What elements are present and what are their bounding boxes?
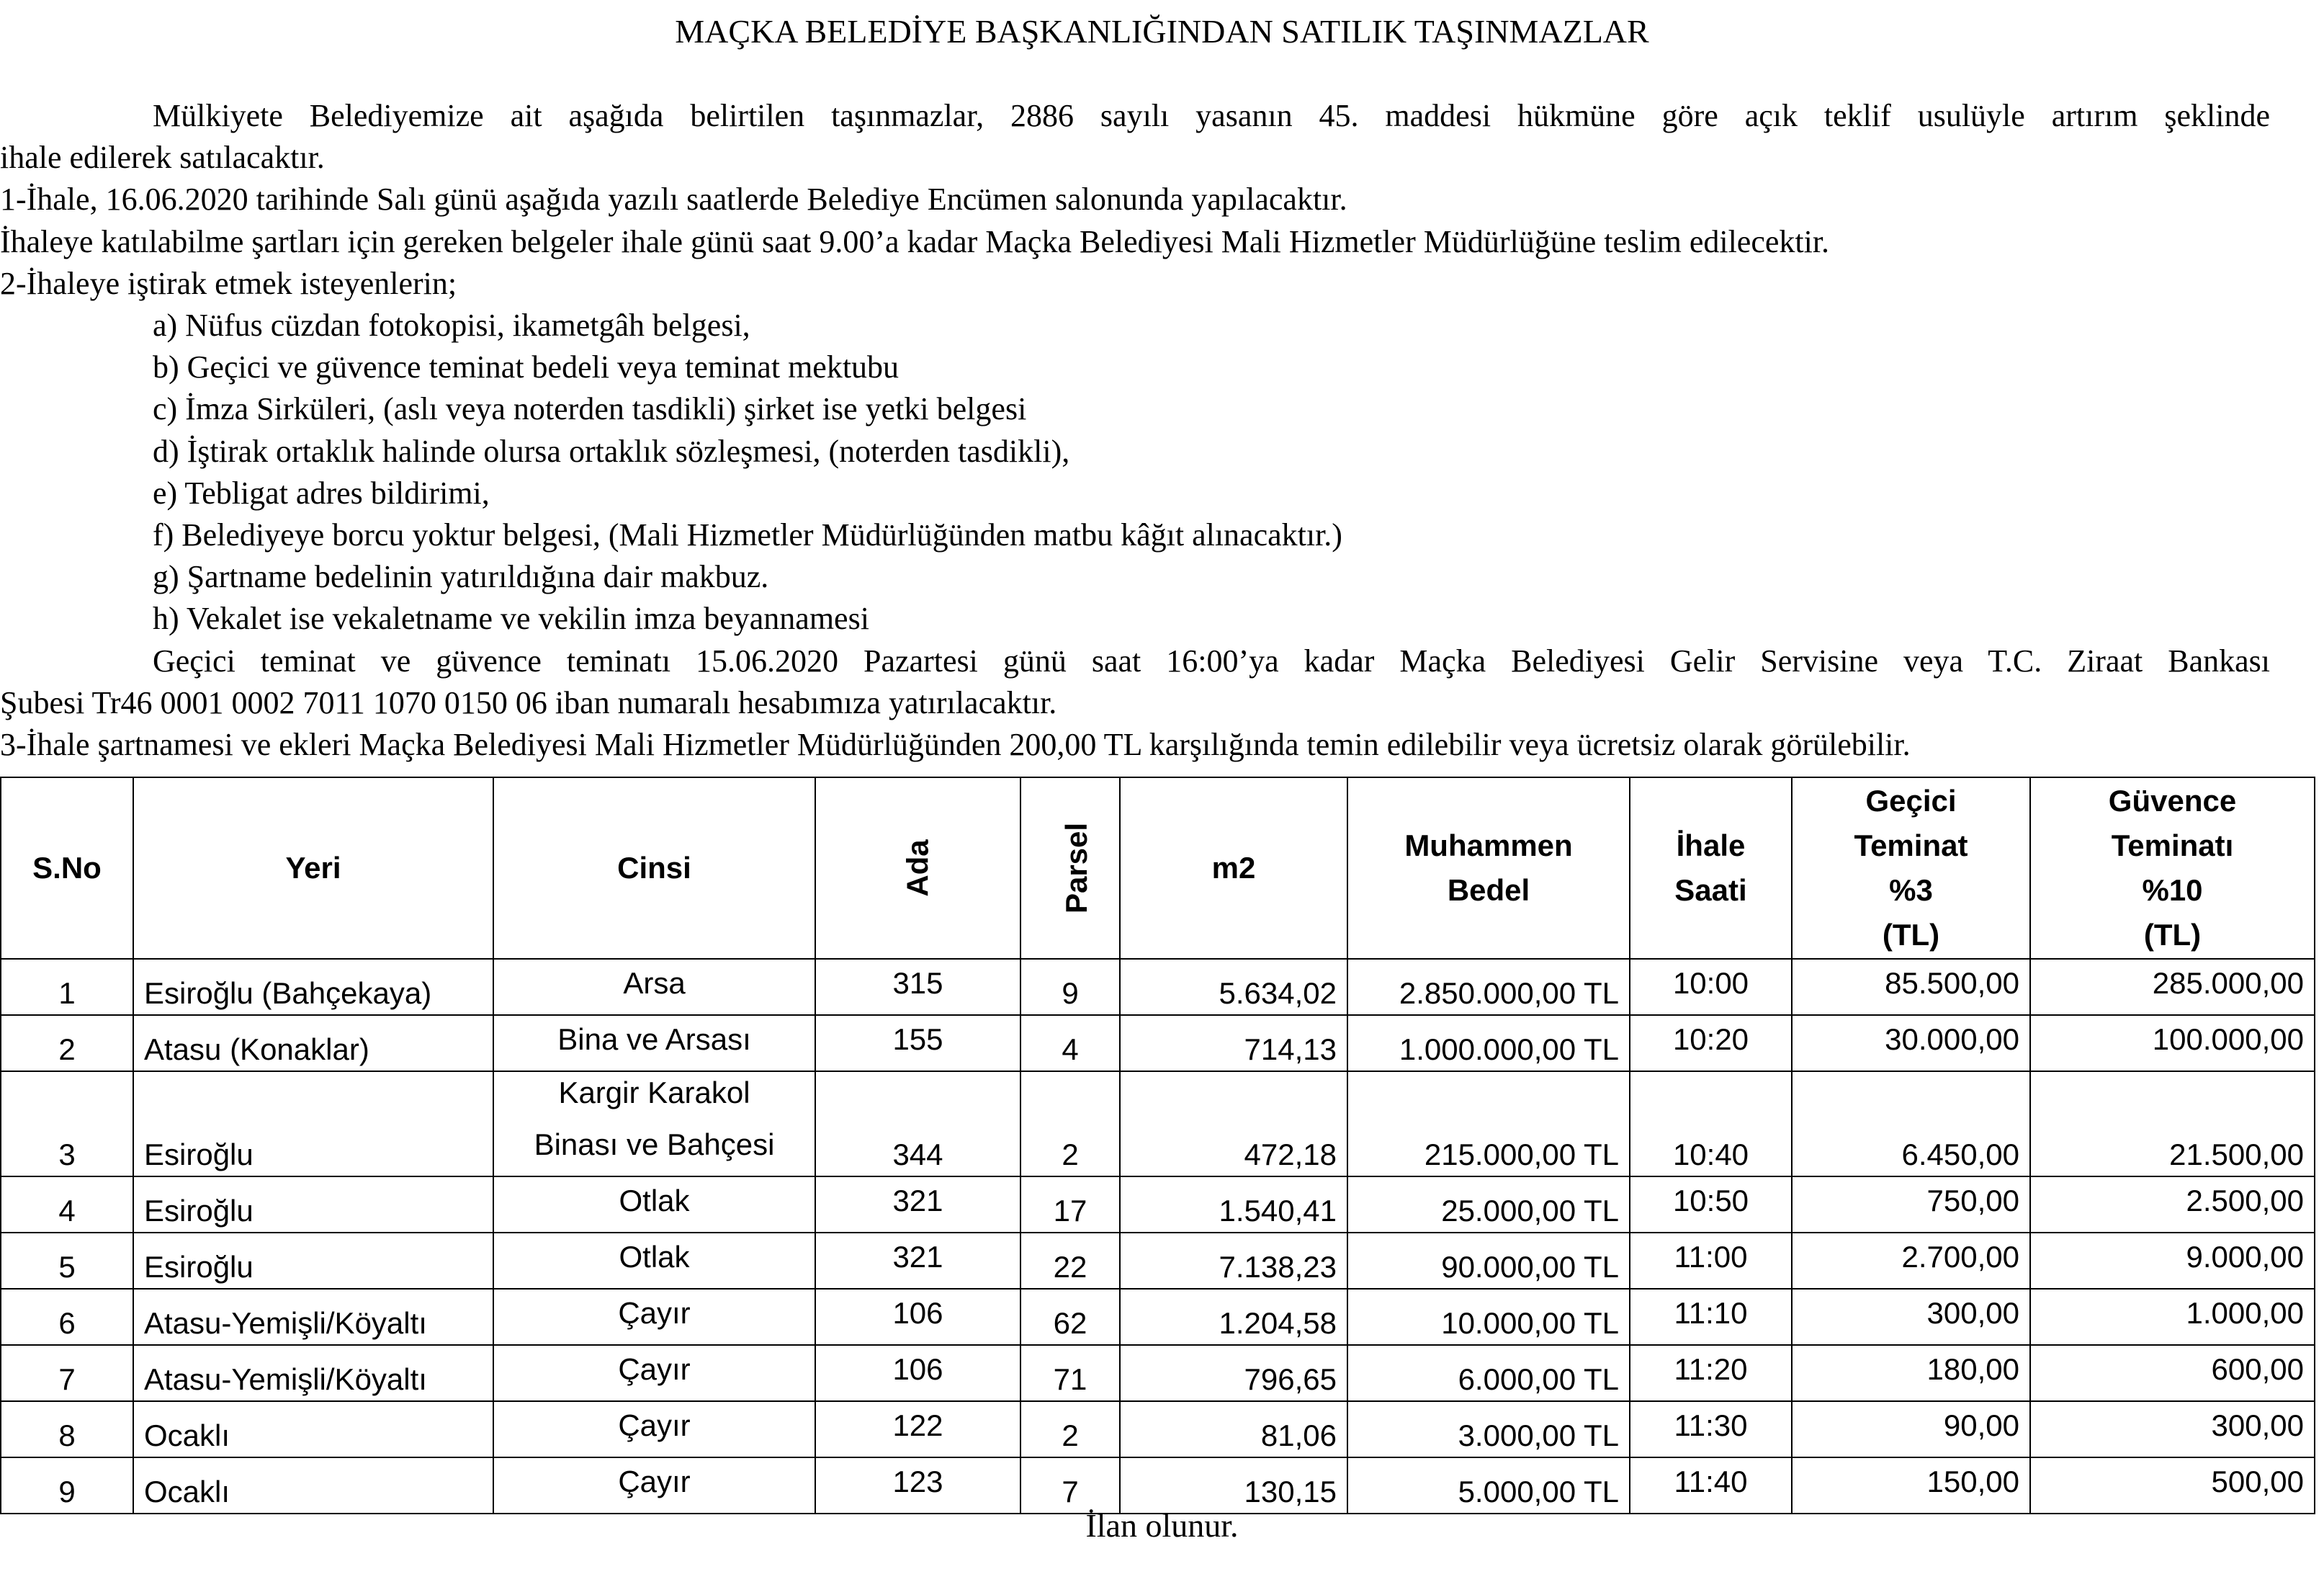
cell-cinsi: Çayır xyxy=(493,1289,815,1345)
cell-gecici-teminat: 30.000,00 xyxy=(1792,1015,2030,1071)
cell-ihale-saati: 11:20 xyxy=(1630,1345,1792,1401)
document-title: MAÇKA BELEDİYE BAŞKANLIĞINDAN SATILIK TAŞINMAZLAR xyxy=(675,13,1649,50)
table-row xyxy=(1,1015,2315,1071)
cell-m2: 1.204,58 xyxy=(1120,1289,1347,1345)
cell-ada: 155 xyxy=(815,1015,1020,1071)
cell-cinsi: Otlak xyxy=(493,1233,815,1289)
header-guvence-teminati xyxy=(2030,777,2315,959)
cell-gecici-teminat: 750,00 xyxy=(1792,1176,2030,1233)
header-gecici-line: %3 xyxy=(1889,873,1933,907)
requirement-item: f) Belediyeye borcu yoktur belgesi, (Mali Hizmetler Müdürlüğünden matbu kâğıt alınacaktır.) xyxy=(153,517,1342,553)
cell-gecici-teminat: 150,00 xyxy=(1792,1457,2030,1514)
requirements-list xyxy=(0,305,2270,640)
cell-yeri: Esiroğlu xyxy=(133,1176,493,1233)
cell-cinsi: Çayır xyxy=(493,1345,815,1401)
cell-gecici-teminat: 180,00 xyxy=(1792,1345,2030,1401)
cell-ihale-saati: 10:00 xyxy=(1630,959,1792,1015)
cell-m2: 472,18 xyxy=(1120,1071,1347,1176)
cell-ada: 123 xyxy=(815,1457,1020,1514)
cell-m2: 81,06 xyxy=(1120,1401,1347,1457)
cell-muhammen-bedel: 10.000,00 TL xyxy=(1347,1289,1630,1345)
cell-yeri: Ocaklı xyxy=(133,1401,493,1457)
requirement-item: e) Tebligat adres bildirimi, xyxy=(153,475,490,511)
cell-guvence-teminati: 21.500,00 xyxy=(2030,1071,2315,1176)
cell-m2: 130,15 xyxy=(1120,1457,1347,1514)
paragraph-requirements-heading: 2-İhaleye iştirak etmek isteyenlerin; xyxy=(0,265,457,301)
paragraph-ihale-date: 1-İhale, 16.06.2020 tarihinde Salı günü aşağıda yazılı saatlerde Belediye Encümen salonunda yapılacaktır. xyxy=(0,182,1347,218)
requirement-item: c) İmza Sirküleri, (aslı veya noterden tasdikli) şirket ise yetki belgesi xyxy=(153,391,1027,427)
cell-gecici-teminat: 300,00 xyxy=(1792,1289,2030,1345)
cell-sno: 5 xyxy=(1,1233,133,1289)
cell-sno: 9 xyxy=(1,1457,133,1514)
header-bedel-line: Bedel xyxy=(1447,873,1530,907)
cell-parsel: 2 xyxy=(1020,1401,1120,1457)
cell-ihale-saati: 11:40 xyxy=(1630,1457,1792,1514)
cell-m2: 5.634,02 xyxy=(1120,959,1347,1015)
cell-ada: 122 xyxy=(815,1401,1020,1457)
paragraph-intro-line1: Mülkiyete Belediyemize ait aşağıda belirtilen taşınmazlar, 2886 sayılı yasanın 45. maddesi hükmüne göre açık teklif usulüyle artırım şeklinde xyxy=(153,98,2270,133)
cell-ada: 106 xyxy=(815,1289,1020,1345)
cell-gecici-teminat: 2.700,00 xyxy=(1792,1233,2030,1289)
paragraph-intro-line2: ihale edilerek satılacaktır. xyxy=(0,140,325,176)
cell-muhammen-bedel: 90.000,00 TL xyxy=(1347,1233,1630,1289)
cell-sno: 4 xyxy=(1,1176,133,1233)
header-ada-label: Ada xyxy=(900,839,935,897)
cell-parsel: 22 xyxy=(1020,1233,1120,1289)
cell-cinsi: Çayır xyxy=(493,1401,815,1457)
requirement-item: d) İştirak ortaklık halinde olursa ortaklık sözleşmesi, (noterden tasdikli), xyxy=(153,433,1070,469)
paragraph-sartname: 3-İhale şartnamesi ve ekleri Maçka Belediyesi Mali Hizmetler Müdürlüğünden 200,00 TL karşılığında temin edilebilir veya ücretsiz olarak görülebilir. xyxy=(0,727,1911,763)
header-saat-line: İhale xyxy=(1676,828,1746,862)
table-row xyxy=(1,1401,2315,1457)
table-row xyxy=(1,1289,2315,1345)
cell-cinsi: Arsa xyxy=(493,959,815,1015)
header-gecici-teminat xyxy=(1792,777,2030,959)
table-header-row xyxy=(1,777,2315,959)
cell-guvence-teminati: 285.000,00 xyxy=(2030,959,2315,1015)
cell-ihale-saati: 10:50 xyxy=(1630,1176,1792,1233)
cell-parsel: 4 xyxy=(1020,1015,1120,1071)
paragraph-documents-deadline: İhaleye katılabilme şartları için gereken belgeler ihale günü saat 9.00’a kadar Maçka Belediyesi Mali Hizmetler Müdürlüğüne teslim edilecektir. xyxy=(0,223,1830,259)
cell-ada: 106 xyxy=(815,1345,1020,1401)
cell-guvence-teminati: 600,00 xyxy=(2030,1345,2315,1401)
cell-m2: 7.138,23 xyxy=(1120,1233,1347,1289)
header-parsel-label: Parsel xyxy=(1059,822,1094,914)
header-ihale-saati xyxy=(1630,777,1792,959)
cell-m2: 1.540,41 xyxy=(1120,1176,1347,1233)
header-muhammen-bedel xyxy=(1347,777,1630,959)
cell-guvence-teminati: 300,00 xyxy=(2030,1401,2315,1457)
cell-parsel: 7 xyxy=(1020,1457,1120,1514)
header-gecici-line: Teminat xyxy=(1854,828,1968,862)
cell-parsel: 2 xyxy=(1020,1071,1120,1176)
cell-muhammen-bedel: 215.000,00 TL xyxy=(1347,1071,1630,1176)
header-m2: m2 xyxy=(1120,777,1347,959)
table-row xyxy=(1,959,2315,1015)
cell-sno: 8 xyxy=(1,1401,133,1457)
table-row xyxy=(1,1233,2315,1289)
cell-gecici-teminat: 6.450,00 xyxy=(1792,1071,2030,1176)
footer-text: İlan olunur. xyxy=(1085,1507,1239,1544)
announcement-body xyxy=(0,95,2270,766)
header-guvence-line: (TL) xyxy=(2143,918,2202,952)
cell-ihale-saati: 10:20 xyxy=(1630,1015,1792,1071)
cell-sno: 3 xyxy=(1,1071,133,1176)
cell-guvence-teminati: 2.500,00 xyxy=(2030,1176,2315,1233)
cell-sno: 7 xyxy=(1,1345,133,1401)
cell-ada: 344 xyxy=(815,1071,1020,1176)
cell-ihale-saati: 11:10 xyxy=(1630,1289,1792,1345)
header-yeri: Yeri xyxy=(133,777,493,959)
requirement-item: g) Şartname bedelinin yatırıldığına dair makbuz. xyxy=(153,559,769,595)
cell-ada: 321 xyxy=(815,1233,1020,1289)
cell-guvence-teminati: 100.000,00 xyxy=(2030,1015,2315,1071)
cell-yeri: Esiroğlu xyxy=(133,1071,493,1176)
cell-muhammen-bedel: 2.850.000,00 TL xyxy=(1347,959,1630,1015)
cell-muhammen-bedel: 5.000,00 TL xyxy=(1347,1457,1630,1514)
header-bedel-line: Muhammen xyxy=(1404,828,1573,862)
cell-muhammen-bedel: 1.000.000,00 TL xyxy=(1347,1015,1630,1071)
header-cinsi: Cinsi xyxy=(493,777,815,959)
cell-gecici-teminat: 90,00 xyxy=(1792,1401,2030,1457)
header-gecici-line: Geçici xyxy=(1865,784,1957,818)
cell-cinsi: Çayır xyxy=(493,1457,815,1514)
cell-muhammen-bedel: 6.000,00 TL xyxy=(1347,1345,1630,1401)
cell-yeri: Ocaklı xyxy=(133,1457,493,1514)
cell-sno: 1 xyxy=(1,959,133,1015)
paragraph-teminat-line2: Şubesi Tr46 0001 0002 7011 1070 0150 06 iban numaralı hesabımıza yatırılacaktır. xyxy=(0,684,1057,720)
header-gecici-line: (TL) xyxy=(1882,918,1940,952)
cell-cinsi-line: Kargir Karakol xyxy=(558,1076,750,1109)
header-guvence-line: %10 xyxy=(2142,873,2203,907)
cell-ada: 321 xyxy=(815,1176,1020,1233)
cell-m2: 796,65 xyxy=(1120,1345,1347,1401)
requirement-item: b) Geçici ve güvence teminat bedeli veya teminat mektubu xyxy=(153,349,899,385)
paragraph-teminat-line1: Geçici teminat ve güvence teminatı 15.06.2020 Pazartesi günü saat 16:00’ya kadar Maçka Belediyesi Gelir Servisine veya T.C. Ziraat Bankası xyxy=(153,643,2270,679)
cell-gecici-teminat: 85.500,00 xyxy=(1792,959,2030,1015)
cell-cinsi: Otlak xyxy=(493,1176,815,1233)
table-row xyxy=(1,1176,2315,1233)
cell-yeri: Esiroğlu (Bahçekaya) xyxy=(133,959,493,1015)
cell-ada: 315 xyxy=(815,959,1020,1015)
header-saat-line: Saati xyxy=(1674,873,1747,907)
cell-yeri: Esiroğlu xyxy=(133,1233,493,1289)
cell-yeri: Atasu (Konaklar) xyxy=(133,1015,493,1071)
cell-yeri: Atasu-Yemişli/Köyaltı xyxy=(133,1289,493,1345)
cell-sno: 6 xyxy=(1,1289,133,1345)
cell-guvence-teminati: 1.000,00 xyxy=(2030,1289,2315,1345)
header-guvence-line: Teminatı xyxy=(2111,828,2234,862)
cell-cinsi-line: Binası ve Bahçesi xyxy=(534,1127,775,1161)
table-row xyxy=(1,1071,2315,1176)
cell-parsel: 71 xyxy=(1020,1345,1120,1401)
header-guvence-line: Güvence xyxy=(2108,784,2237,818)
cell-sno: 2 xyxy=(1,1015,133,1071)
cell-ihale-saati: 10:40 xyxy=(1630,1071,1792,1176)
cell-yeri: Atasu-Yemişli/Köyaltı xyxy=(133,1345,493,1401)
header-ada xyxy=(815,777,1020,959)
cell-guvence-teminati: 9.000,00 xyxy=(2030,1233,2315,1289)
cell-parsel: 62 xyxy=(1020,1289,1120,1345)
requirement-item: a) Nüfus cüzdan fotokopisi, ikametgâh belgesi, xyxy=(153,308,750,344)
header-sno: S.No xyxy=(1,777,133,959)
cell-parsel: 17 xyxy=(1020,1176,1120,1233)
requirement-item: h) Vekalet ise vekaletname ve vekilin imza beyannamesi xyxy=(153,601,869,637)
cell-cinsi: Bina ve Arsası xyxy=(493,1015,815,1071)
cell-parsel: 9 xyxy=(1020,959,1120,1015)
cell-cinsi xyxy=(493,1071,815,1176)
cell-guvence-teminati: 500,00 xyxy=(2030,1457,2315,1514)
header-parsel xyxy=(1020,777,1120,959)
table-row xyxy=(1,1345,2315,1401)
cell-ihale-saati: 11:00 xyxy=(1630,1233,1792,1289)
cell-ihale-saati: 11:30 xyxy=(1630,1401,1792,1457)
cell-m2: 714,13 xyxy=(1120,1015,1347,1071)
cell-muhammen-bedel: 25.000,00 TL xyxy=(1347,1176,1630,1233)
cell-muhammen-bedel: 3.000,00 TL xyxy=(1347,1401,1630,1457)
property-table xyxy=(0,777,2315,1514)
